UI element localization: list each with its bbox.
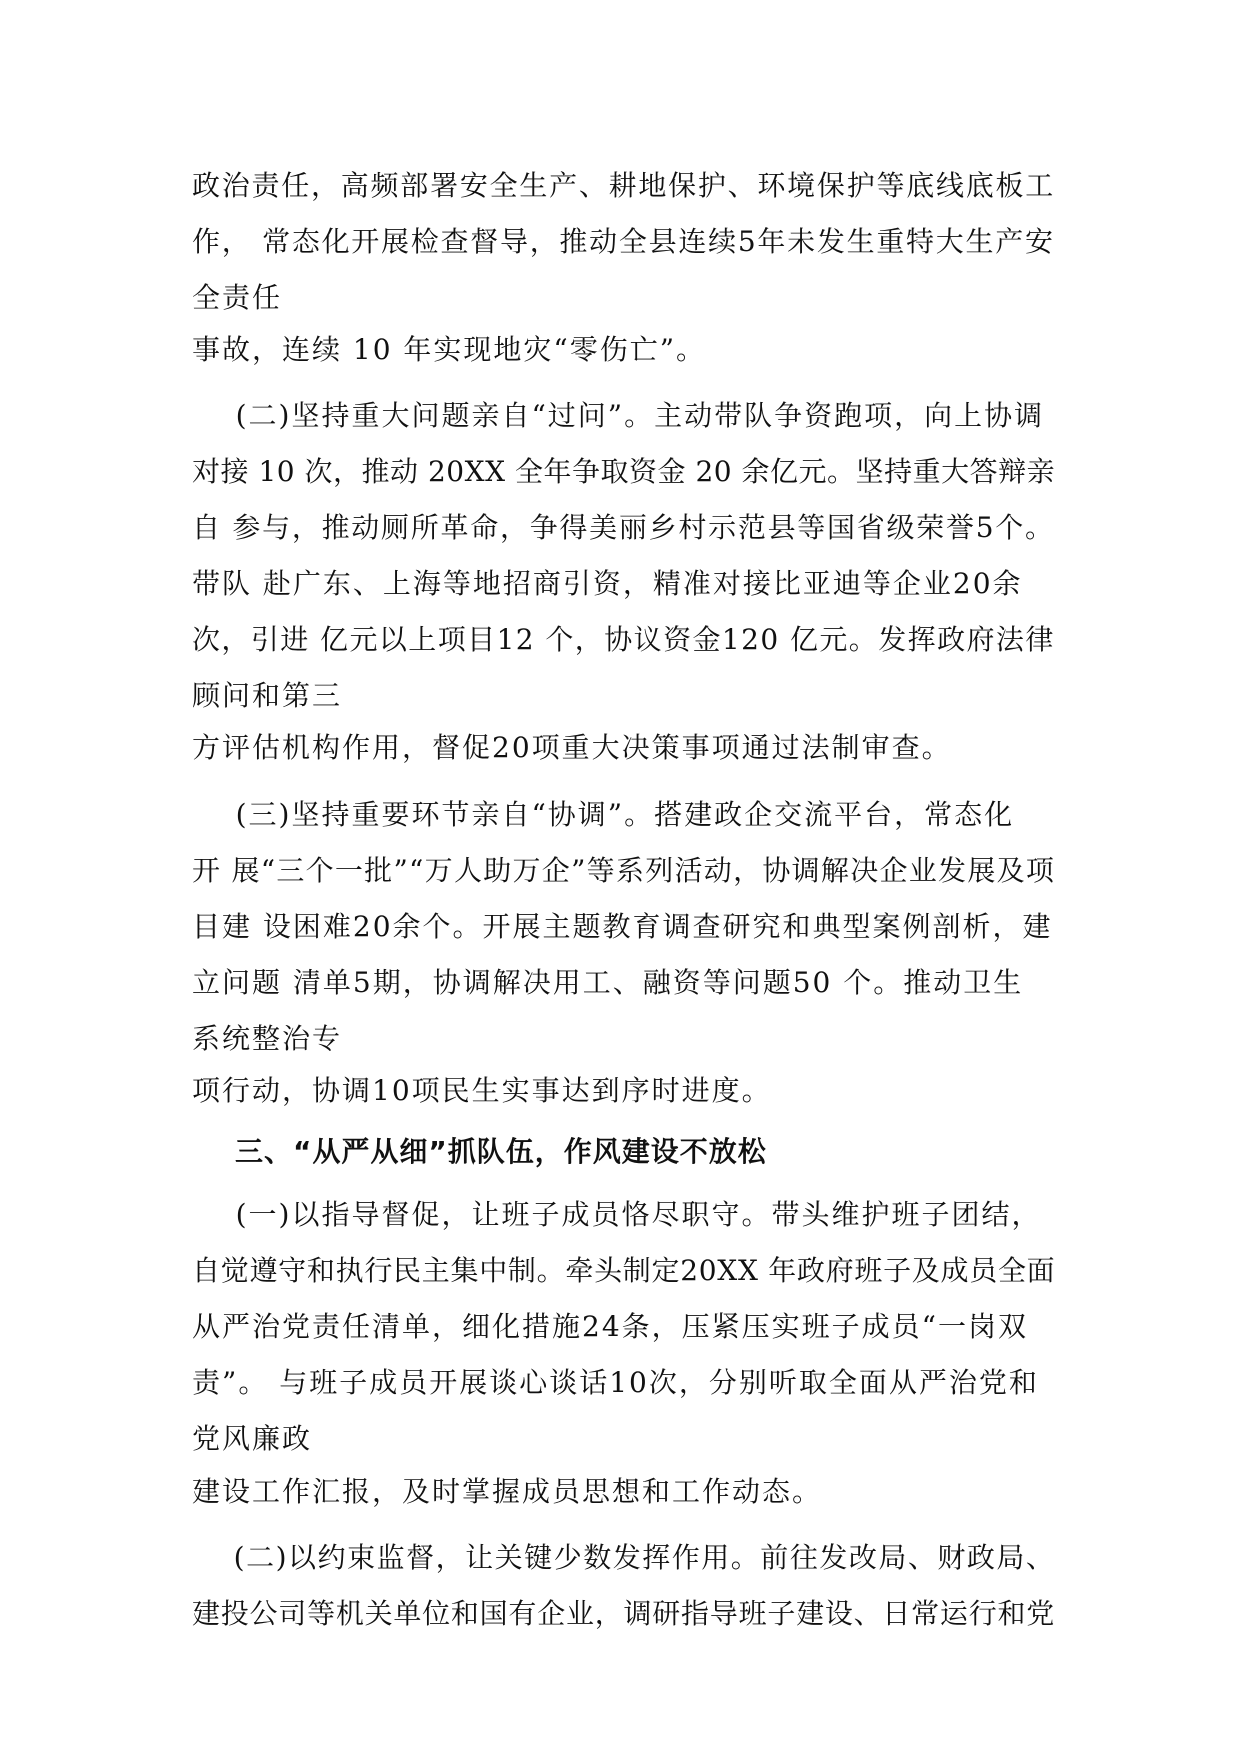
paragraph-line: 方评估机构作用，督促20项重大决策事项通过法制审查。	[192, 731, 952, 764]
paragraph-line: 系统整治专	[192, 1022, 343, 1055]
paragraph-line: 全责任	[192, 281, 283, 314]
paragraph-line: 作， 常态化开展检查督导，推动全县连续5年未发生重特大生产安	[192, 225, 1055, 258]
paragraph-line: 立问题 清单5期，协调解决用工、融资等问题50 个。推动卫生	[192, 966, 1024, 999]
paragraph-line: 对接 10 次，推动 20XX 全年争取资金 20 余亿元。坚持重大答辩亲	[192, 455, 1056, 488]
paragraph-line: 目建 设困难20余个。开展主题教育调查研究和典型案例剖析，建	[192, 910, 1053, 943]
paragraph-line: 顾问和第三	[192, 679, 343, 712]
paragraph-line: 次，引进 亿元以上项目12 个，协议资金120 亿元。发挥政府法律	[192, 623, 1055, 656]
paragraph-line: 自 参与，推动厕所革命，争得美丽乡村示范县等国省级荣誉5个。	[192, 511, 1055, 544]
paragraph-line: 事故，连续 10 年实现地灾“零伤亡”。	[192, 333, 707, 366]
paragraph-line: 建投公司等机关单位和国有企业，调研指导班子建设、日常运行和党	[192, 1597, 1056, 1630]
paragraph-line: 从严治党责任清单，细化措施24条，压紧压实班子成员“一岗双	[192, 1310, 1028, 1343]
paragraph-line: (三)坚持重要环节亲自“协调”。搭建政企交流平台，常态化	[192, 798, 1015, 831]
paragraph-line: (二)坚持重大问题亲自“过问”。主动带队争资跑项，向上协调	[192, 399, 1045, 432]
paragraph-line: 带队 赴广东、上海等地招商引资，精准对接比亚迪等企业20余	[192, 567, 1023, 600]
paragraph-line: (二)以约束监督，让关键少数发挥作用。前往发改局、财政局、	[192, 1541, 1056, 1574]
paragraph-line: 自觉遵守和执行民主集中制。牵头制定20XX 年政府班子及成员全面	[192, 1254, 1056, 1287]
paragraph-line: 建设工作汇报，及时掌握成员思想和工作动态。	[192, 1475, 823, 1508]
paragraph-line: 政治责任，高频部署安全生产、耕地保护、环境保护等底线底板工	[192, 169, 1056, 202]
paragraph-line: 项行动，协调10项民生实事达到序时进度。	[192, 1074, 772, 1107]
paragraph-line: 责”。 与班子成员开展谈心谈话10次，分别听取全面从严治党和	[192, 1366, 1039, 1399]
section-heading: 三、“从严从细”抓队伍，作风建设不放松	[192, 1135, 767, 1168]
paragraph-line: 开 展“三个一批”“万人助万企”等系列活动，协调解决企业发展及项	[192, 854, 1056, 887]
paragraph-line: (一)以指导督促，让班子成员恪尽职守。带头维护班子团结，	[192, 1198, 1042, 1231]
paragraph-line: 党风廉政	[192, 1422, 313, 1455]
